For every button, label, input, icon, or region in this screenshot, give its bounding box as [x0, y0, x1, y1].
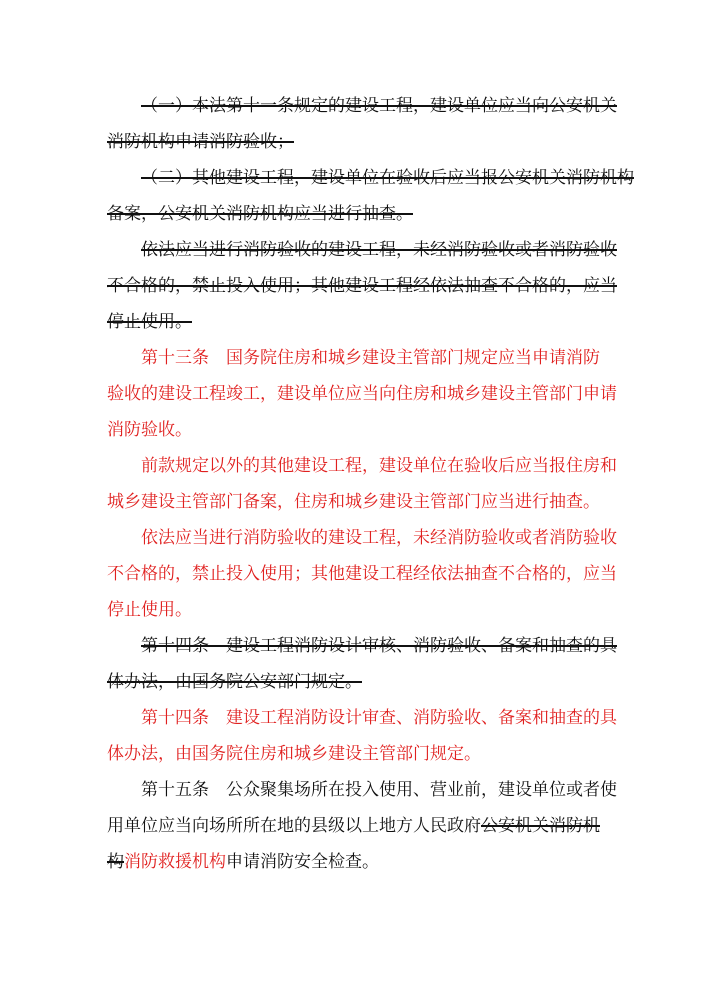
- deleted-article-14: [107, 628, 617, 700]
- deleted-text: 构: [107, 852, 124, 872]
- plain-text: 申请消防安全检查。: [226, 852, 379, 872]
- text-line: 消防机构申请消防验收；: [107, 132, 294, 152]
- text-line: 停止使用。: [107, 600, 192, 620]
- text-line: 第十四条 建设工程消防设计审核、消防验收、备案和抽查的具: [141, 636, 617, 656]
- text-line: 第十五条 公众聚集场所在投入使用、营业前，建设单位或者使: [141, 780, 617, 800]
- deleted-paragraph-acceptance: [107, 232, 617, 340]
- text-line: （二）其他建设工程，建设单位在验收后应当报公安机关消防机构: [141, 168, 634, 188]
- text-line: 验收的建设工程竣工，建设单位应当向住房和城乡建设主管部门申请: [107, 384, 617, 404]
- text-line: [107, 808, 603, 844]
- text-line: 体办法，由国务院住房和城乡建设主管部门规定。: [107, 744, 481, 764]
- article-15: [107, 772, 617, 880]
- text-line: 停止使用。: [107, 312, 192, 332]
- text-line: 城乡建设主管部门备案，住房和城乡建设主管部门应当进行抽查。: [107, 492, 600, 512]
- deleted-text: 公安机关消防机: [481, 816, 600, 836]
- text-line: 不合格的，禁止投入使用；其他建设工程经依法抽查不合格的，应当: [107, 276, 617, 296]
- inserted-text: 消防救援机构: [124, 852, 226, 872]
- text-line: 前款规定以外的其他建设工程，建设单位在验收后应当报住房和: [141, 456, 617, 476]
- inserted-article-13: [107, 340, 617, 448]
- text-line: （一）本法第十一条规定的建设工程，建设单位应当向公安机关: [141, 96, 617, 116]
- text-line: 依法应当进行消防验收的建设工程，未经消防验收或者消防验收: [141, 240, 617, 260]
- inserted-paragraph-filing: [107, 448, 617, 520]
- text-line: 消防验收。: [107, 420, 192, 440]
- text-line: 备案，公安机关消防机构应当进行抽查。: [107, 204, 413, 224]
- deleted-clause-1: [107, 88, 617, 160]
- inserted-paragraph-acceptance: [107, 520, 617, 628]
- text-line: 体办法，由国务院公安部门规定。: [107, 672, 362, 692]
- text-line: 第十三条 国务院住房和城乡建设主管部门规定应当申请消防: [141, 348, 600, 368]
- text-line: 依法应当进行消防验收的建设工程，未经消防验收或者消防验收: [141, 528, 617, 548]
- text-line: [107, 844, 603, 880]
- text-line: 第十四条 建设工程消防设计审查、消防验收、备案和抽查的具: [141, 708, 617, 728]
- text-line: 不合格的，禁止投入使用；其他建设工程经依法抽查不合格的，应当: [107, 564, 617, 584]
- inserted-article-14: [107, 700, 617, 772]
- deleted-clause-2: [107, 160, 634, 232]
- plain-text: 用单位应当向场所所在地的县级以上地方人民政府: [107, 816, 481, 836]
